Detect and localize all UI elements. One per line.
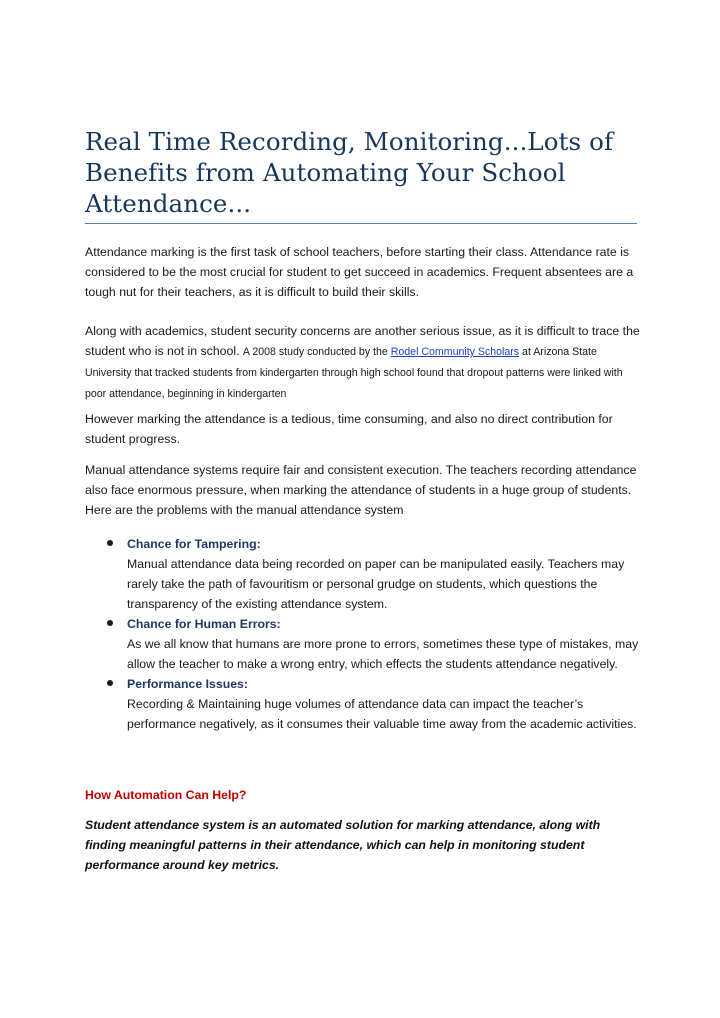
paragraph-security-study-intro: A 2008 study conducted by the — [242, 346, 391, 358]
list-item-heading: Chance for Tampering: — [127, 537, 261, 551]
closing-paragraph: Student attendance system is an automated solution for marking attendance, along with finding meaningful patterns in their attendance, which can help in monitoring student performance around key metrics. — [85, 818, 601, 872]
bullet-icon — [107, 680, 113, 686]
paragraph-manual-systems: Manual attendance systems require fair and consistent execution. The teachers recording attendance also face enormous pressure, when marking the attendance of students in a huge group of students. Here are the problems with the manual attendance system — [85, 463, 637, 517]
list-item — [85, 614, 645, 674]
list-item-heading: Chance for Human Errors: — [127, 617, 281, 631]
section-heading: How Automation Can Help? — [85, 788, 247, 802]
rodel-community-scholars-link[interactable]: Rodel Community Scholars — [390, 346, 520, 358]
list-item — [85, 674, 645, 734]
paragraph-security-study-text: at Arizona State University that tracked students from kindergarten through high school found that dropout patterns were linked with poor attendance, beginning in kindergarten — [85, 346, 623, 400]
list-item-body: Manual attendance data being recorded on paper can be manipulated easily. Teachers may rarely take the path of favouritism or personal grudge on students, which questions the transparency of the existing attendance system. — [127, 557, 625, 611]
list-item-body: Recording & Maintaining huge volumes of attendance data can impact the teacher’s performance negatively, as it consumes their valuable time away from the academic activities. — [127, 697, 637, 731]
paragraph-security-text: Along with academics, student security concerns are another serious issue, as it is difficult to trace the student who is not in school. — [85, 324, 640, 358]
page-title: Real Time Recording, Monitoring...Lots of Benefits from Automating Your School Attendance... — [85, 127, 614, 218]
paragraph-security — [85, 321, 640, 404]
list-item-heading: Performance Issues: — [127, 677, 248, 691]
problems-list — [85, 534, 645, 734]
paragraph-tedious: However marking the attendance is a tedious, time consuming, and also no direct contribution for student progress. — [85, 412, 613, 446]
title-underline — [85, 223, 637, 224]
list-item — [85, 534, 645, 614]
list-item-body: As we all know that humans are more prone to errors, sometimes these type of mistakes, may allow the teacher to make a wrong entry, which effects the students attendance negatively. — [127, 637, 639, 671]
bullet-icon — [107, 540, 113, 546]
bullet-icon — [107, 620, 113, 626]
paragraph-intro: Attendance marking is the first task of school teachers, before starting their class. Attendance rate is considered to be the most crucial for student to get succeed in academics. Frequent absentees are a tough nut for their teachers, as it is difficult to build their skills. — [85, 245, 634, 299]
